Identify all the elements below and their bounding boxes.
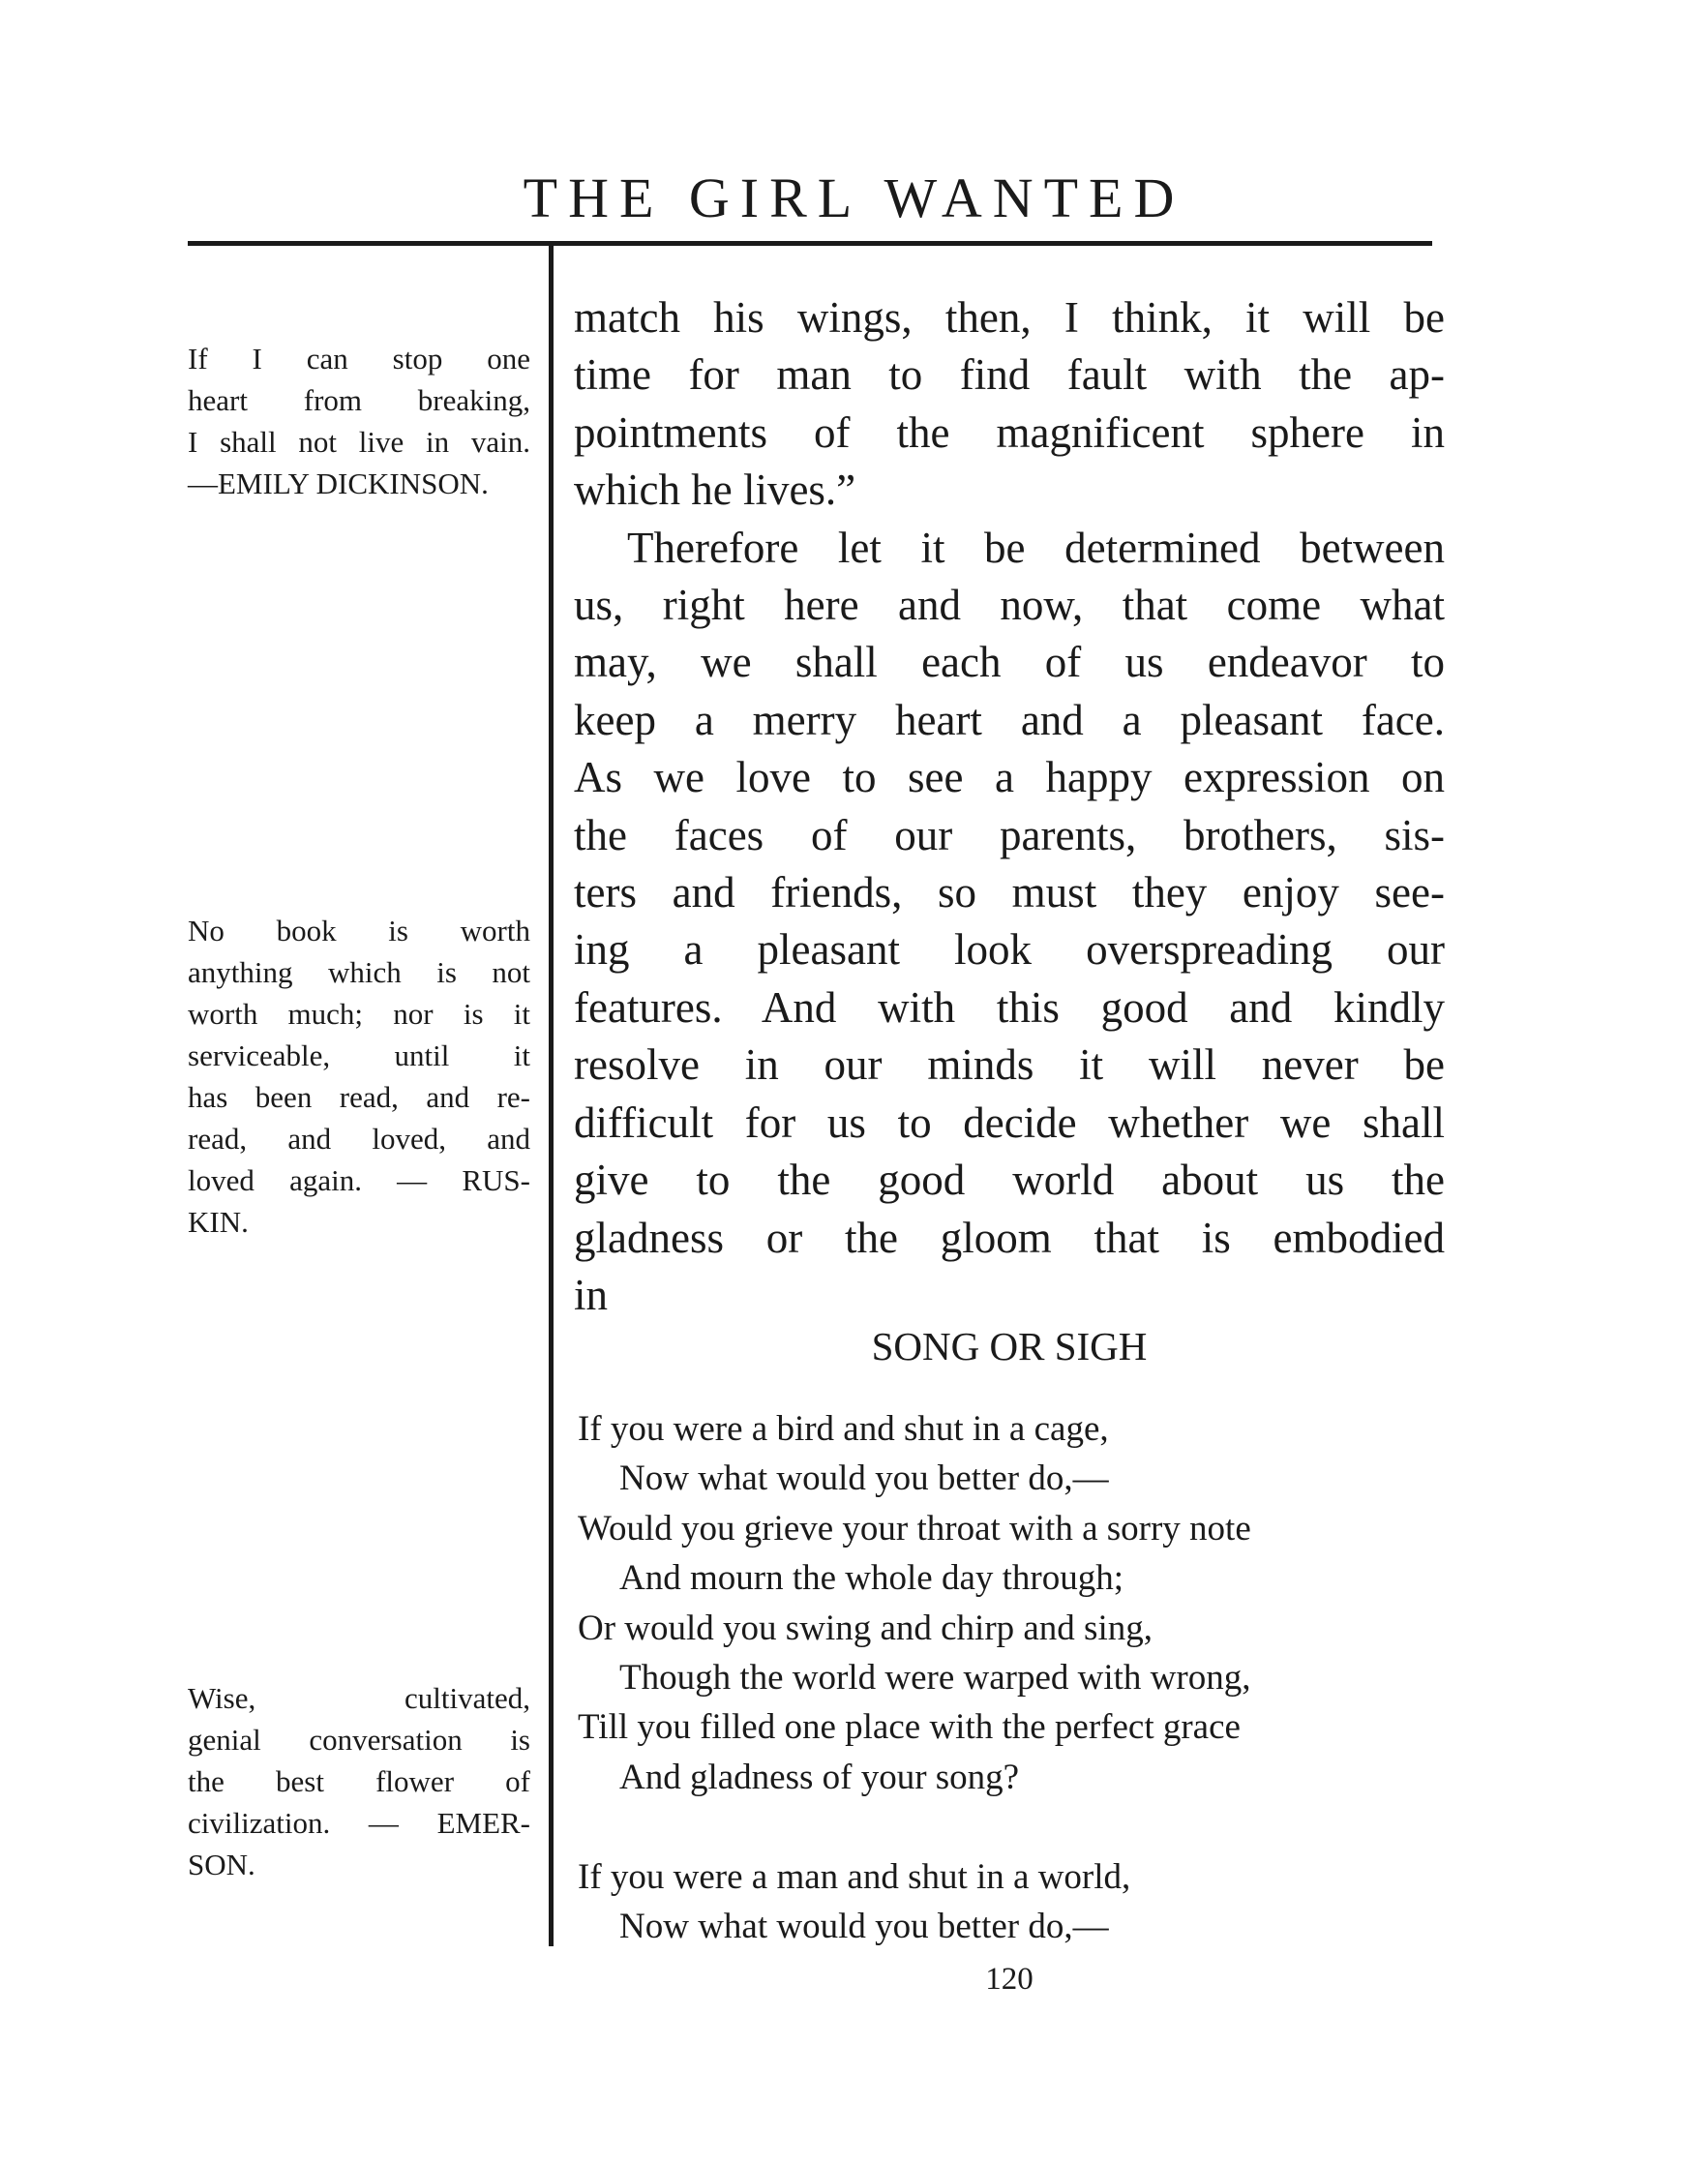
sidenote-line: I shall not live in vain. (188, 425, 530, 459)
poem-line: Now what would you better do,— (619, 1907, 1109, 1947)
body-line: time for man to find fault with the ap- (574, 350, 1445, 400)
sidenote-line: genial conversation is (188, 1723, 530, 1757)
body-line: ters and friends, so must they enjoy see- (574, 868, 1445, 917)
body-line: which he lives.” (574, 466, 856, 515)
sidenote-ruskin (188, 910, 530, 1243)
body-line: gladness or the gloom that is embodied (574, 1213, 1445, 1262)
poem-stanza-1 (578, 1404, 1449, 1802)
sidenote-line: heart from breaking, (188, 383, 530, 417)
body-line: Therefore let it be determined between (627, 523, 1445, 572)
poem-line: If you were a bird and shut in a cage, (578, 1409, 1109, 1449)
poem-line: Or would you swing and chirp and sing, (578, 1608, 1153, 1648)
sidenote-line: SON. (188, 1848, 255, 1881)
sidenote-line: If I can stop one (188, 342, 530, 376)
sidenote-line: the best flower of (188, 1764, 530, 1798)
sidenote-line: worth much; nor is it (188, 997, 530, 1031)
body-line: features. And with this good and kindly (574, 982, 1445, 1032)
sidenote-line: serviceable, until it (188, 1038, 530, 1072)
song-title: SONG OR SIGH (871, 1324, 1148, 1368)
sidenote-line: loved again. — RUS- (188, 1163, 530, 1197)
body-line: As we love to see a happy expression on (574, 753, 1445, 802)
sidenote-line: KIN. (188, 1205, 249, 1239)
page-title: THE GIRL WANTED (523, 166, 1185, 229)
author-name: EMILY DICKINSON. (218, 466, 489, 500)
sidenote-line: civilization. — EMER- (188, 1806, 530, 1840)
body-text (574, 289, 1445, 1324)
body-line: give to the good world about us the (574, 1156, 1445, 1205)
sidenote-line: anything which is not (188, 955, 530, 989)
body-line: us, right here and now, that come what (574, 581, 1445, 630)
body-line: difficult for us to decide whether we shall (574, 1098, 1445, 1147)
body-line: ing a pleasant look overspreading our (574, 925, 1445, 975)
column-divider (549, 241, 554, 1946)
poem-line: Though the world were warped with wrong, (619, 1658, 1251, 1699)
sidenote-emerson (188, 1677, 530, 1885)
body-line: in (574, 1270, 609, 1319)
sidenote-line: read, and loved, and (188, 1122, 530, 1156)
body-line: keep a merry heart and a pleasant face. (574, 695, 1445, 744)
body-line: the faces of our parents, brothers, sis- (574, 810, 1445, 859)
poem-line: Till you filled one place with the perfect grace (578, 1707, 1241, 1748)
sidenote-author: —EMILY DICKINSON. (188, 466, 489, 500)
body-line: match his wings, then, I think, it will be (574, 293, 1445, 342)
header-rule (188, 241, 1432, 246)
poem-line: And gladness of your song? (619, 1757, 1020, 1797)
sidenote-dickinson (188, 338, 530, 504)
poem-line: If you were a man and shut in a world, (578, 1857, 1131, 1897)
poem-line: And mourn the whole day through; (619, 1558, 1124, 1599)
poem-stanza-2 (578, 1852, 1449, 1952)
sidenote-line: Wise, cultivated, (188, 1681, 530, 1715)
body-line: pointments of the magnificent sphere in (574, 407, 1445, 457)
sidenote-line: has been read, and re- (188, 1080, 530, 1114)
body-line: resolve in our minds it will never be (574, 1040, 1445, 1090)
sidenote-line: No book is worth (188, 914, 530, 947)
poem-line: Would you grieve your throat with a sorry note (578, 1508, 1251, 1549)
page-number: 120 (985, 1962, 1034, 1997)
poem-line: Now what would you better do,— (619, 1458, 1109, 1499)
body-line: may, we shall each of us endeavor to (574, 638, 1445, 687)
